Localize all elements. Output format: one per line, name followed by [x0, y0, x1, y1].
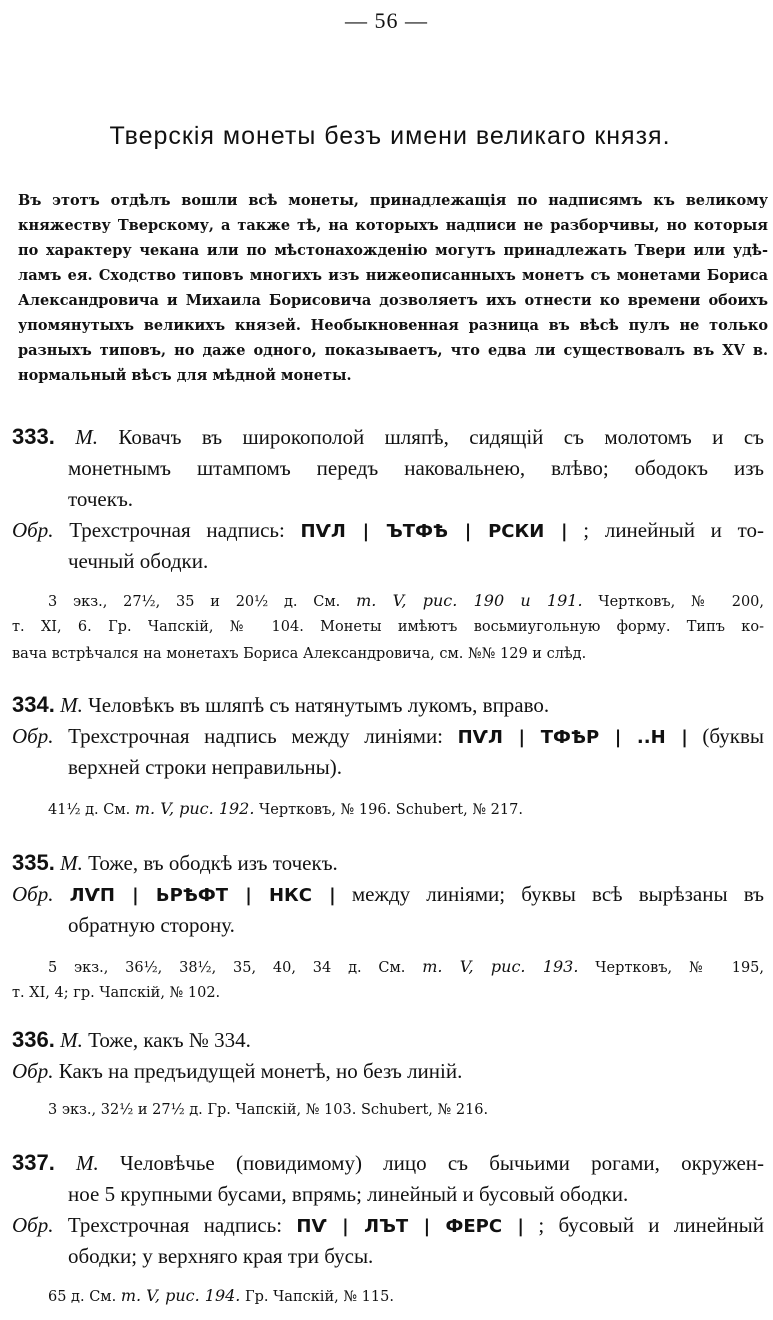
coin-inscription: ПѴЛ | ТФѢР | ..Н | [457, 727, 688, 748]
reverse-text: между линіями; буквы всѣ вырѣзаны въ [351, 882, 764, 906]
reverse-text: Трехстрочная надпись: [69, 518, 285, 542]
reference-note [12, 587, 764, 614]
reference-note [12, 1282, 764, 1309]
reverse-text: Трехстрочная надпись: [67, 1213, 283, 1237]
note-text: 41½ д. См. [48, 802, 131, 818]
obverse-line [12, 1148, 764, 1179]
reverse-label: Обр. [12, 518, 54, 542]
entry-number: 334. [12, 692, 55, 717]
obverse-line: монетнымъ штампомъ передъ наковальнею, влѣво; ободокъ изъ [68, 456, 764, 480]
reverse-line: чечный ободки. [68, 549, 209, 573]
note-text: 65 д. См. [48, 1289, 117, 1305]
intro-line: разныхъ типовъ, но даже одного, показываетъ, что едва ли существовалъ въ XV в. [18, 342, 768, 359]
note-text: Чертковъ, № 200, [598, 594, 765, 610]
intro-line: нормальный вѣсъ для мѣдной монеты. [18, 367, 352, 384]
reverse-line: ободки; у верхняго края три бусы. [68, 1244, 374, 1268]
intro-line: упомянутыхъ великихъ князей. Необыкновенная разница въ вѣсѣ пулъ не только [18, 317, 768, 334]
reverse-line [12, 879, 764, 910]
entry-number: 337. [12, 1150, 55, 1175]
obverse-text: Тоже, въ ободкѣ изъ точекъ. [88, 851, 338, 875]
reverse-text: ; бусовый и линейный [538, 1213, 764, 1237]
intro-paragraph [18, 188, 768, 388]
intro-line: Александровича и Михаила Борисовича дозволяетъ ихъ отнести ко времени обоихъ [18, 292, 768, 309]
intro-line: по характеру чекана или по мѣстонахожденію могутъ принадлежать Твери или удѣ- [18, 242, 768, 259]
reference-note: т. XI, 4; гр. Чапскій, № 102. [12, 985, 221, 1001]
reverse-label: Обр. [12, 1059, 54, 1083]
reverse-label: Обр. [12, 1213, 54, 1237]
note-text: Гр. Чапскій, № 115. [245, 1289, 394, 1305]
page-number: — 56 — [345, 8, 428, 33]
obverse-label: М. [60, 1028, 83, 1052]
plate-reference: т. V, рис. 190 и 191. [356, 591, 583, 610]
obverse-line: точекъ. [68, 487, 134, 511]
entry-number: 336. [12, 1027, 55, 1052]
coin-inscription: ПѴ | ЛЪТ | ФЕРС | [296, 1216, 524, 1237]
reverse-text: Трехстрочная надпись между линіями: [68, 724, 444, 748]
obverse-text: Ковачъ въ широкополой шляпѣ, сидящій съ молотомъ и съ [118, 425, 765, 449]
obverse-label: М. [60, 851, 83, 875]
intro-line: княжеству Тверскому, а также тѣ, на которыхъ надписи не разборчивы, но которыя [18, 217, 768, 234]
reverse-label: Обр. [12, 882, 54, 906]
entry-number: 335. [12, 850, 55, 875]
section-title: Тверскія монеты безъ имени великаго князя. [109, 122, 671, 150]
reference-note: 3 экз., 32½ и 27½ д. Гр. Чапскій, № 103. Schubert, № 216. [48, 1102, 489, 1118]
coin-entry-336 [12, 1025, 764, 1124]
plate-reference: т. V, рис. 194. [120, 1286, 241, 1305]
coin-entry-333 [12, 422, 764, 668]
reverse-line: верхней строки неправильны). [68, 755, 343, 779]
note-text: 5 экз., 36½, 38½, 35, 40, 34 д. См. [48, 960, 406, 976]
note-text: Чертковъ, № 196. Schubert, № 217. [259, 802, 523, 818]
reverse-line [12, 1056, 764, 1087]
obverse-text: Человѣкъ въ шляпѣ съ натянутымъ лукомъ, вправо. [88, 693, 550, 717]
reverse-line [12, 515, 764, 546]
reference-note: вача встрѣчался на монетахъ Бориса Александровича, см. №№ 129 и слѣд. [12, 646, 587, 662]
obverse-line: ное 5 крупными бусами, впрямь; линейный и бусовый ободки. [68, 1182, 629, 1206]
reverse-line: обратную сторону. [68, 913, 235, 937]
coin-entry-335 [12, 848, 764, 1007]
plate-reference: т. V, рис. 193. [422, 957, 579, 976]
intro-line: Въ этотъ отдѣлъ вошли всѣ монеты, принадлежащія по надписямъ къ великому [18, 192, 768, 209]
obverse-text: Человѣчье (повидимому) лицо съ бычьими рогами, окружен- [120, 1151, 765, 1175]
intro-line: ламъ ея. Сходство типовъ многихъ изъ нижеописанныхъ монетъ съ монетами Бориса [18, 267, 768, 284]
coin-inscription: ЛѴП | ЬРѢФТ | НКС | [69, 885, 336, 906]
obverse-text: Тоже, какъ № 334. [88, 1028, 251, 1052]
reverse-text: (буквы [702, 724, 765, 748]
reverse-label: Обр. [12, 724, 54, 748]
reverse-text: ; линейный и то- [583, 518, 765, 542]
coin-inscription: ПѴЛ | ЪТФѢ | РСКИ | [300, 521, 568, 542]
entry-number: 333. [12, 424, 55, 449]
obverse-label: М. [75, 425, 98, 449]
obverse-line [12, 422, 764, 453]
obverse-line [12, 1025, 764, 1056]
obverse-line [12, 690, 764, 721]
reference-note [12, 795, 764, 822]
reference-note: т. XI, 6. Гр. Чапскій, № 104. Монеты имѣютъ восьмиугольную форму. Типъ ко- [12, 619, 764, 635]
obverse-line [12, 848, 764, 879]
coin-entry-334 [12, 690, 764, 822]
reverse-text: Какъ на предъидущей монетѣ, но безъ линій. [58, 1059, 463, 1083]
reverse-line [12, 1210, 764, 1241]
obverse-label: М. [76, 1151, 99, 1175]
plate-reference: т. V, рис. 192. [134, 799, 255, 818]
coin-entry-337 [12, 1148, 764, 1309]
reverse-line [12, 721, 764, 752]
note-text: 3 экз., 27½, 35 и 20½ д. См. [48, 594, 341, 610]
reference-note [12, 953, 764, 980]
obverse-label: М. [60, 693, 83, 717]
note-text: Чертковъ, № 195, [595, 960, 765, 976]
